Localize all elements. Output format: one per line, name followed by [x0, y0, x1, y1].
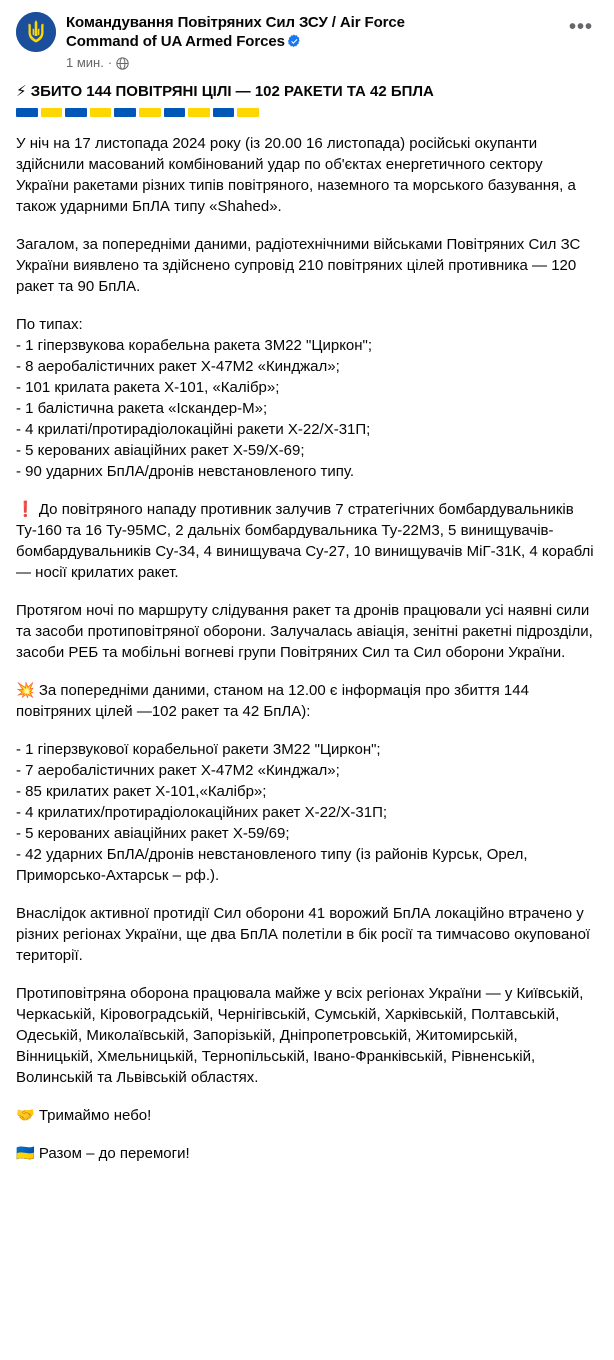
- paragraph-total-targets: Загалом, за попередніми даними, радіотехнічними військами Повітряних Сил ЗС України виявлено та здійснено супровід 210 повітряних цілей противника — 120 ракет та 90 БпЛА.: [16, 236, 581, 295]
- list-item: - 85 крилатих ракет Х-101,«Калібр»;: [16, 783, 267, 800]
- list-item: - 1 гіперзвукової корабельної ракети 3М22 "Циркон";: [16, 741, 381, 758]
- ellipsis-horizontal-icon: •••: [568, 16, 593, 38]
- list-item: - 1 балістична ракета «Іскандер-М»;: [16, 400, 268, 417]
- closing-line-2-text: Разом – до перемоги!: [38, 1145, 190, 1162]
- paragraph-attack-overview: У ніч на 17 листопада 2024 року (із 20.00 16 листопада) російські окупанти здійснили масований комбінований удар по об'єктах енергетичного сектору України ракетами різних типів повітряного, наземного та морського базування, а також ударними БпЛА типу «Shahed».: [16, 135, 576, 215]
- post-headline-text: ЗБИТО 144 ПОВІТРЯНІ ЦІЛІ — 102 РАКЕТИ ТА 42 БПЛА: [30, 83, 434, 100]
- paragraph-air-defense: Протягом ночі по маршруту слідування ракет та дронів працювали усі наявні сили та засоби протиповітряної оборони. Залучалась авіація, зенітні ракетні підрозділи, засоби РЕБ та мобільні вогневі групи Повітряних Сил та Сил оборони України.: [16, 602, 593, 661]
- verified-badge-icon: [288, 33, 301, 46]
- list-item: - 5 керованих авіаційних ракет Х-59/Х-69;: [16, 442, 305, 459]
- list-item: - 1 гіперзвукова корабельна ракета 3М22 "Циркон";: [16, 337, 373, 354]
- post-options-button[interactable]: [564, 10, 598, 44]
- list-item: - 7 аеробалістичних ракет Х-47М2 «Кинджал»;: [16, 762, 340, 779]
- page-name-line1: Командування Повітряних Сил ЗСУ / Air Force: [66, 14, 405, 31]
- closing-line-1: [16, 1105, 598, 1126]
- lightning-bolt-icon: ⚡: [16, 82, 27, 100]
- list-item: - 42 ударних БпЛА/дронів невстановленого типу (із районів Курськ, Орел, Приморсько-Ахтарськ – рф.).: [16, 846, 528, 884]
- post-meta: [66, 55, 564, 71]
- paragraph-regions: Протиповітряна оборона працювала майже у всіх регіонах України — у Київській, Черкаській, Кіровоградській, Чернігівській, Сумській, Харківській, Полтавській, Одеській, Миколаївській, Запорізькій, Дніпропетровській, Житомирській, Вінницькій, Хмельницькій, Тернопільській, Івано-Франківській, Рівненській, Волинській та Львівській областях.: [16, 985, 584, 1086]
- page-name-line2: Command of UA Armed Forces: [66, 33, 285, 50]
- meta-separator: ·: [107, 55, 113, 70]
- post-header: [16, 12, 598, 71]
- handshake-icon: 🤝: [16, 1106, 35, 1124]
- results-block: [16, 739, 598, 886]
- ukraine-flag-icon: 🇺🇦: [16, 1144, 35, 1162]
- results-intro: [16, 680, 598, 722]
- types-intro: По типах:: [16, 316, 83, 333]
- paragraph-enemy-aircraft: [16, 499, 598, 583]
- paragraph-enemy-aircraft-text: До повітряного нападу противник залучив 7 стратегічних бомбардувальників Ту-160 та 16 Ту-95МС, 2 дальніх бомбардувальника Ту-22М3, 5 винищувачів-бомбардувальників Су-34, 4 винищувача Су-27, 10 винищувачів МіГ-31К, 4 кораблі — носії крилатих ракет.: [16, 501, 594, 581]
- explosion-icon: 💥: [16, 681, 35, 699]
- types-block: [16, 314, 598, 482]
- post-headline: [16, 81, 598, 102]
- ukraine-trident-emblem-icon: [16, 12, 56, 52]
- exclamation-mark-icon: ❗: [16, 500, 35, 518]
- results-intro-text: За попередніми даними, станом на 12.00 є інформація про збиття 144 повітряних цілей —102 ракет та 42 БпЛА):: [16, 682, 529, 720]
- ukraine-flag-divider: [16, 108, 259, 117]
- closing-line-1-text: Тримаймо небо!: [38, 1107, 152, 1124]
- post-body: [16, 81, 598, 1164]
- avatar[interactable]: [16, 12, 56, 52]
- list-item: - 101 крилата ракета Х-101, «Калібр»;: [16, 379, 280, 396]
- page-name[interactable]: [66, 13, 564, 51]
- post-author-info: [66, 12, 564, 71]
- list-item: - 4 крилаті/протирадіолокаційні ракети Х-22/Х-31П;: [16, 421, 371, 438]
- paragraph-drone-losses: Внаслідок активної протидії Сил оборони 41 ворожий БпЛА локаційно втрачено у різних регіонах України, ще два БпЛА полетіли в бік росії та тимчасово окупованої території.: [16, 905, 591, 964]
- globe-public-icon[interactable]: [116, 57, 129, 70]
- list-item: - 5 керованих авіаційних ракет Х-59/69;: [16, 825, 290, 842]
- list-item: - 4 крилатих/протирадіолокаційних ракет Х-22/Х-31П;: [16, 804, 388, 821]
- list-item: - 90 ударних БпЛА/дронів невстановленого типу.: [16, 463, 355, 480]
- closing-line-2: [16, 1143, 598, 1164]
- post-timestamp[interactable]: 1 мин.: [66, 55, 104, 70]
- list-item: - 8 аеробалістичних ракет Х-47М2 «Кинджал»;: [16, 358, 340, 375]
